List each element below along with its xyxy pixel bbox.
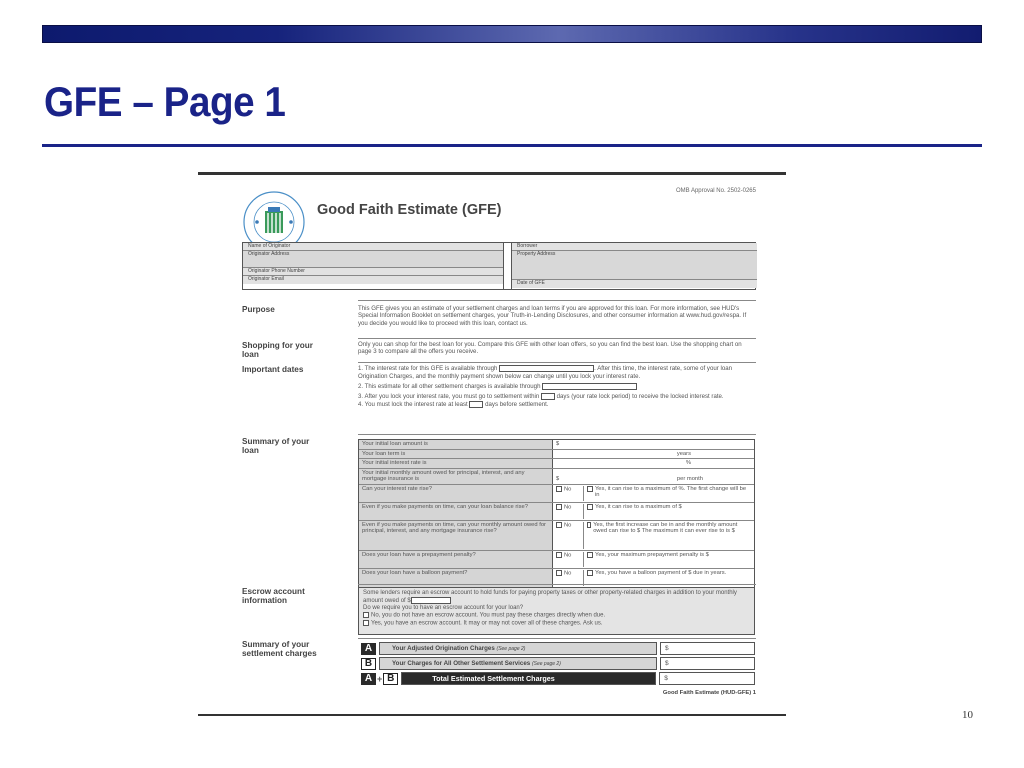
info-field: Name of Originator xyxy=(243,243,503,251)
no-text: No xyxy=(564,522,572,529)
see-note: (See page 2) xyxy=(531,661,561,667)
shopping-text: Only you can shop for the best loan for you. Compare this GFE with other loan offers, so you can find the best loan. Use the shopping chart on page 3 to compare all the offers you receive. xyxy=(358,341,742,356)
table-row xyxy=(359,485,754,503)
table-row xyxy=(359,440,754,450)
no-text: No xyxy=(564,504,572,511)
answer-unit: % xyxy=(685,460,691,466)
blank-field xyxy=(411,597,451,604)
blank-field xyxy=(542,383,637,390)
answer-prefix: $ xyxy=(556,476,560,482)
row-answer xyxy=(553,521,754,550)
total-label: Total Estimated Settlement Charges xyxy=(401,672,656,685)
date-text: days (your rate lock period) to receive the locked interest rate. xyxy=(556,393,724,401)
row-answer xyxy=(553,551,754,568)
divider xyxy=(358,362,756,363)
charge-label xyxy=(379,642,657,655)
table-row xyxy=(359,469,754,485)
dates-label: Important dates xyxy=(242,365,304,374)
purpose-text: This GFE gives you an estimate of your settlement charges and loan terms if you are approved for this loan. For more information, see HUD's Special Information Booklet on settlement charges, your Truth-in-Lending Disclosures, and other consumer information at www.hud.gov/respa. If you decide you would like to proceed with this loan, contact us. xyxy=(358,305,747,327)
info-field: Originator Phone Number xyxy=(243,268,503,276)
letter-a-badge: A xyxy=(361,643,376,655)
charge-text: Your Adjusted Origination Charges xyxy=(392,645,495,652)
table-row xyxy=(359,551,754,569)
date-item-3 xyxy=(358,393,756,401)
row-answer xyxy=(553,503,754,520)
checkbox xyxy=(587,552,593,558)
dates-list xyxy=(358,365,756,408)
escrow-box xyxy=(358,587,755,635)
checkbox xyxy=(556,486,562,492)
checkbox xyxy=(363,612,369,618)
letter-b-badge: B xyxy=(383,673,398,685)
slide-number: 10 xyxy=(962,709,973,721)
date-text: 1. The interest rate for this GFE is available through xyxy=(358,365,498,373)
row-question: Your initial interest rate is xyxy=(359,459,553,468)
shopping-label: Shopping for your loan xyxy=(242,341,313,359)
info-field: Borrower xyxy=(512,243,757,251)
summary-label: Summary of your loan xyxy=(242,437,310,455)
form-title: Good Faith Estimate (GFE) xyxy=(317,202,502,218)
no-text: No xyxy=(564,552,572,559)
date-text: 2. This estimate for all other settlement charges is available through xyxy=(358,383,541,391)
title-underline xyxy=(42,144,982,147)
option-text: No, you do not have an escrow account. You must pay these charges directly when due. xyxy=(371,612,606,619)
loan-summary-table xyxy=(358,439,755,588)
no-text: No xyxy=(564,570,572,577)
row-answer xyxy=(553,450,754,459)
yes-text: Yes, it can rise to a maximum of %. The first change will be in xyxy=(594,485,747,498)
row-question: Your initial loan amount is xyxy=(359,440,553,449)
checkbox xyxy=(556,552,562,558)
blank-field xyxy=(499,365,594,372)
form-footer: Good Faith Estimate (HUD-GFE) 1 xyxy=(662,690,756,696)
no-text: No xyxy=(564,486,572,493)
divider xyxy=(358,584,756,585)
info-field: Originator Address xyxy=(243,251,503,268)
date-item-4 xyxy=(358,401,756,409)
yes-text: Yes, your maximum prepayment penalty is $ xyxy=(595,551,709,558)
divider xyxy=(358,338,756,339)
borrower-info xyxy=(511,243,757,289)
row-answer xyxy=(553,459,754,468)
yes-text: Yes, you have a balloon payment of $ due in years. xyxy=(595,569,727,576)
see-note: (See page 2) xyxy=(496,646,526,652)
blank-field xyxy=(541,393,555,400)
date-item-1 xyxy=(358,365,756,380)
row-question: Does your loan have a balloon payment? xyxy=(359,569,553,587)
divider xyxy=(358,434,756,435)
escrow-label: Escrow account information xyxy=(242,587,305,605)
letter-b-badge: B xyxy=(361,658,376,670)
row-question: Can your interest rate rise? xyxy=(359,485,553,502)
form-bottom-rule xyxy=(198,714,786,716)
charge-label xyxy=(379,657,657,670)
checkbox xyxy=(556,522,562,528)
form-top-rule xyxy=(198,172,786,175)
omb-approval: OMB Approval No. 2502-0265 xyxy=(675,188,756,194)
divider xyxy=(358,638,756,639)
answer-unit: years xyxy=(676,450,691,457)
checkbox xyxy=(556,570,562,576)
originator-info xyxy=(243,243,504,289)
charges-label: Summary of your settlement charges xyxy=(242,640,317,658)
date-text: days before settlement. xyxy=(485,401,549,409)
row-question: Your loan term is xyxy=(359,450,553,459)
header-bar xyxy=(42,25,982,43)
row-answer xyxy=(553,469,754,484)
no-option xyxy=(556,504,584,519)
checkbox xyxy=(556,504,562,510)
escrow-line xyxy=(363,590,750,605)
row-question: Your initial monthly amount owed for principal, interest, and any mortgage insurance is xyxy=(359,469,553,484)
date-text: 3. After you lock your interest rate, you must go to settlement within xyxy=(358,393,540,401)
row-question: Even if you make payments on time, can your loan balance rise? xyxy=(359,503,553,520)
checkbox xyxy=(587,486,593,492)
row-answer xyxy=(553,485,754,502)
info-field: Date of GFE xyxy=(512,280,757,288)
escrow-text: Some lenders require an escrow account to hold funds for paying property taxes or other property-related charges in addition to your monthly amount owed of $ xyxy=(363,590,737,605)
charge-row-a xyxy=(361,642,755,655)
row-question: Does your loan have a prepayment penalty? xyxy=(359,551,553,568)
purpose-label: Purpose xyxy=(242,305,275,314)
row-answer xyxy=(553,440,754,449)
no-option xyxy=(556,486,584,501)
escrow-option-no xyxy=(363,612,750,620)
table-row xyxy=(359,503,754,521)
slide-title: GFE – Page 1 xyxy=(44,78,286,125)
charge-text: Your Charges for All Other Settlement Services xyxy=(392,660,531,667)
checkbox xyxy=(587,522,591,528)
yes-text: Yes, the first increase can be in and the monthly amount owed can rise to $ The maximum it can ever rise to is $ xyxy=(593,521,738,534)
charge-row-total xyxy=(361,672,755,685)
checkbox xyxy=(587,570,593,576)
charge-amount: $ xyxy=(660,657,755,670)
checkbox xyxy=(587,504,593,510)
yes-text: Yes, it can rise to a maximum of $ xyxy=(595,503,682,510)
date-text: 4. You must lock the interest rate at least xyxy=(358,401,468,409)
divider xyxy=(358,300,756,301)
letter-a-badge: A xyxy=(361,673,376,685)
plus-sign: + xyxy=(377,673,383,684)
charge-row-b xyxy=(361,657,755,670)
row-question: Even if you make payments on time, can your monthly amount owed for principal, interest, and any mortgage insurance rise? xyxy=(359,521,553,550)
date-item-2 xyxy=(358,383,756,391)
charge-amount: $ xyxy=(659,672,755,685)
charge-amount: $ xyxy=(660,642,755,655)
answer-unit: per month xyxy=(676,476,703,482)
table-row xyxy=(359,450,754,460)
table-row xyxy=(359,459,754,469)
info-field: Originator Email xyxy=(243,276,503,284)
gfe-form-image xyxy=(198,172,786,717)
escrow-question: Do we require you to have an escrow account for your loan? xyxy=(363,605,524,612)
info-field: Property Address xyxy=(512,251,757,280)
blank-field xyxy=(469,401,483,408)
answer-prefix: $ xyxy=(556,441,560,447)
escrow-option-yes xyxy=(363,620,750,628)
originator-borrower-grid xyxy=(242,242,756,290)
no-option xyxy=(556,552,584,567)
table-row xyxy=(359,521,754,551)
no-option xyxy=(556,522,584,549)
option-text: Yes, you have an escrow account. It may or may not cover all of these charges. Ask us. xyxy=(371,620,603,627)
date-text: . After this time, the interest rate, some of your loan Origination Charges, and the monthly payment shown below can change until you lock your interest rate. xyxy=(358,365,732,380)
checkbox xyxy=(363,620,369,626)
